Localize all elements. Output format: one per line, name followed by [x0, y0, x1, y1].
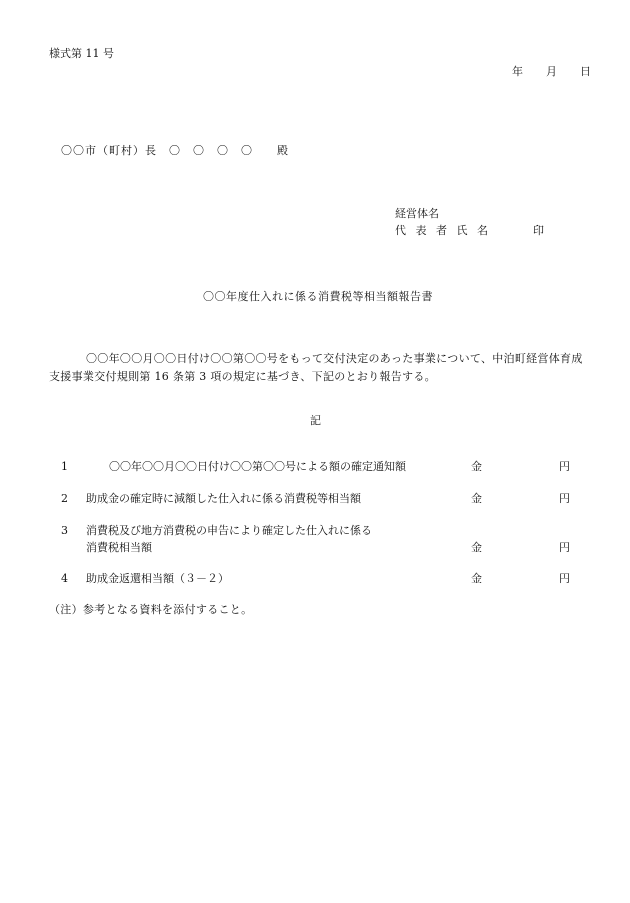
amount-kin-label: 金: [471, 460, 482, 473]
amount-yen-label: 円: [559, 460, 570, 473]
amount-kin-label: 金: [471, 572, 482, 585]
item-number: 2: [61, 492, 68, 505]
item-label-line2: 消費税相当額: [86, 541, 152, 554]
amount-yen-label: 円: [559, 572, 570, 585]
note: （注）参考となる資料を添付すること。: [49, 603, 253, 616]
item-label: 消費税及び地方消費税の申告により確定した仕入れに係る: [86, 524, 372, 537]
representative-name-label: 代 表 者 氏 名 印: [395, 224, 547, 237]
item-label: 助成金の確定時に減額した仕入れに係る消費税等相当額: [86, 492, 361, 505]
ki-heading: 記: [310, 414, 321, 427]
item-label: 助成金返還相当額（３－２）: [86, 572, 229, 585]
addressee: 〇〇市（町村）長 〇 〇 〇 〇 殿: [61, 144, 289, 157]
body-paragraph: 〇〇年〇〇月〇〇日付け〇〇第〇〇号をもって交付決定のあった事業について、中泊町経営体育成支援事業交付規則第 16 条第 3 項の規定に基づき、下記のとおり報告する。: [49, 352, 583, 383]
amount-yen-label: 円: [559, 492, 570, 505]
item-number: 3: [61, 524, 68, 537]
item-number: 4: [61, 572, 68, 585]
form-number: 様式第 11 号: [49, 47, 114, 60]
amount-kin-label: 金: [471, 541, 482, 554]
amount-yen-label: 円: [559, 541, 570, 554]
amount-kin-label: 金: [471, 492, 482, 505]
item-label: 〇〇年〇〇月〇〇日付け〇〇第〇〇号による額の確定通知額: [109, 460, 406, 473]
item-row-4: [49, 572, 581, 590]
document-title: 〇〇年度仕入れに係る消費税等相当額報告書: [203, 290, 433, 303]
date-line: 年 月 日: [512, 65, 597, 78]
item-row-1: [49, 460, 581, 478]
item-row-2: [49, 492, 581, 510]
org-name-label: 経営体名: [395, 207, 439, 220]
item-number: 1: [61, 460, 68, 473]
item-row-3: [49, 524, 581, 558]
